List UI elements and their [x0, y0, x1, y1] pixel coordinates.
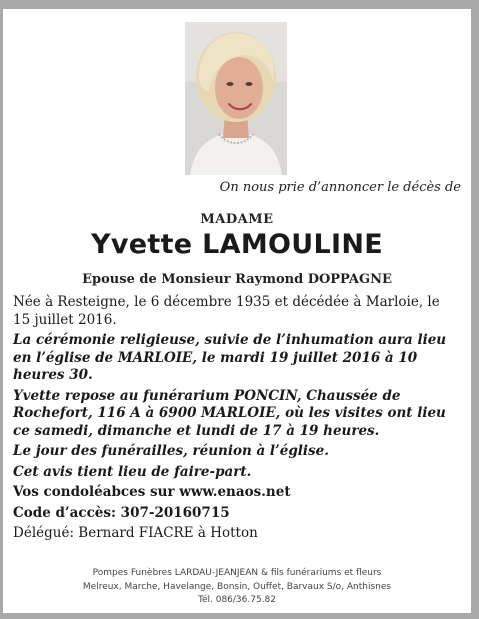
deceased-name: Yvette LAMOULINE	[91, 229, 383, 260]
announcement-line: On nous prie d’annoncer le décès de	[219, 180, 461, 195]
spouse-line: Epouse de Monsieur Raymond DOPPAGNE	[82, 272, 392, 287]
portrait-image	[185, 22, 287, 175]
delegate-text: Délégué: Bernard FIACRE à Hotton	[13, 525, 258, 541]
birth-death-text: Née à Resteigne, le 6 décembre 1935 et décédée à Marloie, le 15 juillet 2016.	[13, 294, 440, 328]
portrait-photo	[185, 22, 287, 175]
honorific-title: MADAME	[200, 212, 274, 227]
condolences-text: Vos condoléabces sur www.enaos.net	[13, 484, 291, 500]
ceremony-text: La cérémonie religieuse, suivie de l’inhumation aura lieu en l’église de MARLOIE, le mardi 19 juillet 2016 à 10 heures 30.	[13, 332, 447, 383]
footer-line-company: Pompes Funèbres LARDAU-JEANJEAN & fils funérariums et fleurs	[92, 568, 382, 578]
funeral-home-text: Yvette repose au funérarium PONCIN, Chaussée de Rochefort, 116 A à 6900 MARLOIE, où les visites ont lieu ce samedi, dimanche et lundi de 17 à 19 heures.	[13, 387, 446, 439]
funeral-director-footer	[3, 567, 471, 608]
access-code-text: Code d’accès: 307-20160715	[13, 504, 230, 521]
reunion-text: Le jour des funérailles, réunion à l’église.	[13, 443, 329, 459]
obituary-card	[3, 9, 471, 613]
footer-line-phone: Tél. 086/36.75.82	[197, 595, 277, 605]
footer-line-locations: Melreux, Marche, Havelange, Bonsin, Ouffet, Barvaux S/o, Anthisnes	[82, 581, 392, 592]
obituary-body	[13, 294, 461, 546]
notice-text: Cet avis tient lieu de faire-part.	[13, 463, 252, 480]
